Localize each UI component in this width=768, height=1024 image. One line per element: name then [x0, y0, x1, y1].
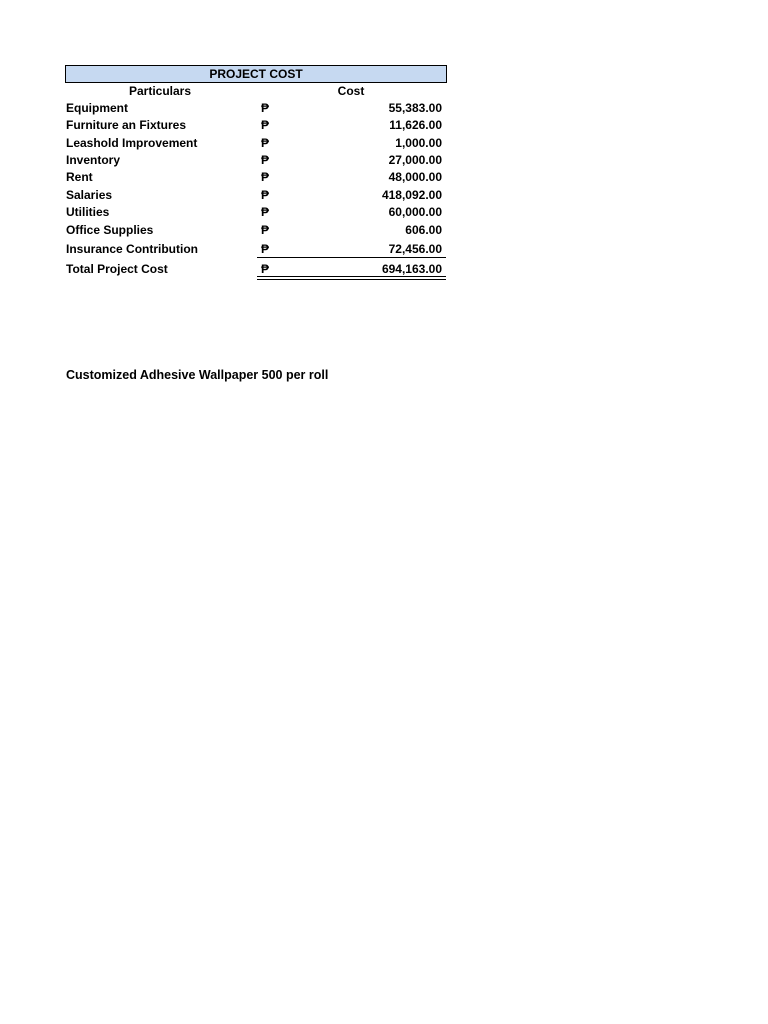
table-row	[65, 204, 446, 221]
table-row	[65, 187, 446, 204]
table-row	[65, 241, 446, 258]
table-row	[65, 152, 446, 169]
total-amount: 694,163.00	[381, 262, 442, 276]
row-label: Office Supplies	[66, 223, 154, 237]
row-label: Equipment	[66, 101, 128, 115]
total-label: Total Project Cost	[66, 262, 168, 276]
row-label: Leashold Improvement	[66, 136, 198, 150]
peso-symbol: ₱	[260, 242, 269, 256]
row-amount: 606.00	[405, 223, 442, 237]
peso-symbol: ₱	[260, 101, 269, 115]
row-amount: 1,000.00	[395, 136, 442, 150]
subtotal-underline	[257, 257, 446, 258]
column-header-cost: Cost	[337, 84, 365, 98]
row-label: Salaries	[66, 188, 113, 202]
table-row	[65, 135, 446, 152]
column-header-particulars: Particulars	[128, 84, 192, 98]
peso-symbol: ₱	[260, 262, 269, 276]
peso-symbol: ₱	[260, 153, 269, 167]
peso-symbol: ₱	[260, 118, 269, 132]
wallpaper-price-note: Customized Adhesive Wallpaper 500 per roll	[66, 368, 329, 382]
peso-symbol: ₱	[260, 188, 269, 202]
row-amount: 55,383.00	[388, 101, 442, 115]
peso-symbol: ₱	[260, 205, 269, 219]
row-label: Rent	[66, 170, 93, 184]
peso-symbol: ₱	[260, 223, 269, 237]
peso-symbol: ₱	[260, 136, 269, 150]
table-title: PROJECT COST	[65, 65, 447, 83]
table-row	[65, 100, 446, 117]
row-label: Furniture an Fixtures	[66, 118, 187, 132]
table-row	[65, 169, 446, 186]
table-row	[65, 117, 446, 134]
row-amount: 60,000.00	[388, 205, 442, 219]
row-label: Utilities	[66, 205, 110, 219]
peso-symbol: ₱	[260, 170, 269, 184]
table-row	[65, 222, 446, 239]
row-amount: 11,626.00	[389, 118, 442, 132]
total-double-underline	[257, 276, 446, 280]
row-amount: 27,000.00	[388, 153, 442, 167]
row-amount: 418,092.00	[381, 188, 442, 202]
row-amount: 72,456.00	[388, 242, 442, 256]
row-label: Insurance Contribution	[66, 242, 198, 256]
row-amount: 48,000.00	[388, 170, 442, 184]
row-label: Inventory	[66, 153, 121, 167]
